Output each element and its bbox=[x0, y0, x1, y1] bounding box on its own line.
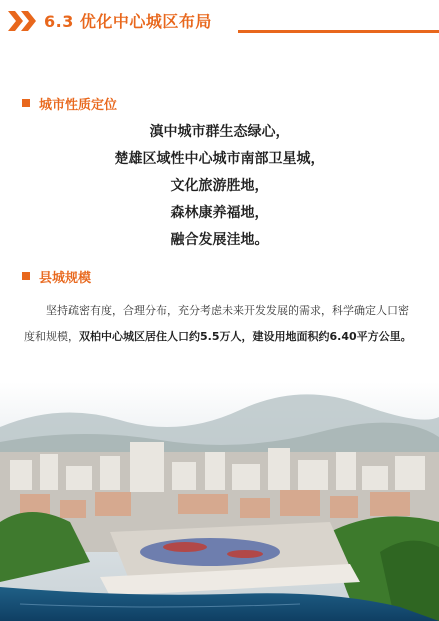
header-divider bbox=[238, 30, 439, 33]
paragraph-highlight: 双柏中心城区居住人口约5.5万人，建设用地面积约6.40平方公里。 bbox=[79, 330, 412, 343]
section-heading-county-scale bbox=[22, 267, 91, 285]
section-title: 城市性质定位 bbox=[39, 97, 118, 113]
section-title: 县城规模 bbox=[39, 270, 92, 286]
body-paragraph bbox=[24, 298, 416, 350]
positioning-line: 融合发展洼地。 bbox=[170, 232, 269, 248]
page-title: 6.3 优化中心城区布局 bbox=[44, 12, 212, 31]
double-chevron-right-icon bbox=[8, 11, 38, 31]
section-heading-city-nature bbox=[22, 94, 117, 112]
positioning-line: 文化旅游胜地， bbox=[170, 178, 269, 194]
aerial-city-photo bbox=[0, 382, 439, 621]
positioning-line: 滇中城市群生态绿心， bbox=[149, 124, 290, 140]
square-bullet-icon bbox=[22, 272, 30, 280]
positioning-line: 楚雄区域性中心城市南部卫星城， bbox=[114, 151, 325, 167]
page-header bbox=[0, 0, 439, 42]
city-positioning-list bbox=[0, 119, 439, 254]
positioning-line: 森林康养福地， bbox=[170, 205, 269, 221]
square-bullet-icon bbox=[22, 99, 30, 107]
paragraph-text: 坚持疏密有度，合理分布，充分考虑未来开发发展的需求，科学确定人口密度和规模， bbox=[24, 304, 409, 343]
